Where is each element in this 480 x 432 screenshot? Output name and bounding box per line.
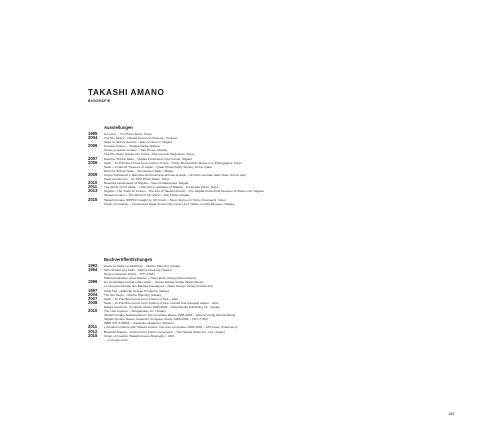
publications-section bbox=[88, 257, 408, 342]
page-title: TAKASHI AMANO bbox=[88, 88, 165, 97]
publication-line: ISBN 978-3-95505 – Aquapollo Magazine (Taiwan) bbox=[104, 321, 174, 326]
publication-line: De wonderlijke wereld onder water – Natuur Eisasa Verlag (Niederlande) bbox=[104, 280, 204, 285]
exhibition-line: Origin of Creation – Yamkomura Saga Community Center and Yahiko-no-Oka Museum, Niigata bbox=[104, 201, 235, 206]
publication-entry bbox=[88, 309, 408, 325]
publication-line: The Last Amazon – Shogakukan Inc. (Japan) bbox=[104, 309, 166, 314]
exhibition-entry bbox=[88, 161, 408, 173]
publications-heading: Buchveröffentlichungen bbox=[104, 257, 153, 262]
exhibition-line: Sado – To Primitive Forest Form bottom of Sea – Tokyo Metropolitan Museum of Photography, Tokyo bbox=[104, 160, 242, 165]
exhibition-line: The Rio Negro Nature into Plaza – Myouryouds Saigouhan, Tokyo bbox=[104, 152, 195, 157]
exhibition-line: Sado Gesshouyo – Ito Tohri Photo Salon, Tokyo bbox=[104, 177, 170, 182]
exhibition-lines bbox=[104, 189, 408, 197]
publication-line: Glass no Naka no Daishizen – Marine Planning (Japan) bbox=[104, 264, 181, 268]
publication-year: 2012 bbox=[88, 328, 98, 334]
exhibition-year: 2006 bbox=[88, 159, 98, 165]
exhibition-lines bbox=[104, 198, 408, 206]
exhibition-line: Niigata – The Track for Future – The Eye of Takashi Amano – The Niigata Prefectural Museum of Modern Art, Niigata bbox=[104, 189, 264, 194]
publication-line: Sado – To Primitive Forest Form bottom of Sea – ADA bbox=[104, 296, 179, 301]
section-label: BIOGRAFIE bbox=[88, 99, 111, 103]
exhibitions-list bbox=[88, 132, 408, 206]
publication-line: Aqua 5pa – Editorial George Hondechu (Italien) bbox=[104, 288, 170, 293]
exhibition-line: Umi-Oyo – TJJ Photo Salon, Tokyo bbox=[104, 132, 153, 136]
publication-lines bbox=[104, 301, 408, 309]
exhibitions-heading: Ausstellungen bbox=[104, 125, 133, 130]
publication-year: 1994 bbox=[88, 267, 98, 273]
exhibition-lines bbox=[104, 173, 408, 181]
exhibition-lines bbox=[104, 136, 408, 144]
exhibition-line: Sunsi no Garten Amano – Tobi House, Niigata bbox=[104, 148, 168, 153]
publication-year: 1997 bbox=[88, 287, 98, 293]
publication-lines bbox=[104, 280, 408, 288]
publications-list bbox=[88, 264, 408, 342]
publication-line: Nature Aquarium: Complete Works 1985-2009 – Sakai Media Publishing Inc. (Japan) bbox=[104, 304, 221, 309]
exhibition-line: Takashi Amano NIPPON caught by KO brush – Tokyo Skytree in Tokyo Solamachi, Tokyo bbox=[104, 197, 226, 202]
publication-line: Le Nouveau Monde des Plantes Aquatiques – Natur Design Verlag (Frankreich) bbox=[104, 284, 213, 289]
publication-lines bbox=[104, 334, 408, 342]
publication-line: Takashi Amano Nature Aquarium Complete Works 1985-2009 – TFH. (USA) bbox=[104, 317, 208, 322]
publication-line: L'Aquarium Naturel par Takashi Amano: Oeuvres Complètes 1985-2009 – LB France (Frankreich) bbox=[104, 325, 238, 330]
page-number: 169 bbox=[448, 412, 455, 416]
exhibition-line: Sasu no Shinrai Amano – Ikiko Art Forum, Niigata bbox=[104, 140, 172, 145]
publication-line: Beautiful Niigata – A Record for Future Generation – The Niigata Nippo Co., Ltd. (Japan) bbox=[104, 329, 226, 334]
exhibition-line: The World of KO Vision – Unknown Landscape of Niigata – Prefecture Plaza, Tokyo bbox=[104, 185, 219, 190]
publication-entry bbox=[88, 301, 408, 309]
publication-line: Takashi Amano Naturaquarium: Die komplette Werke 1985-2009 – Dienna Verlag (Deutschland) bbox=[104, 313, 236, 318]
publication-entry bbox=[88, 334, 408, 342]
publication-line: Nature aquarium World – TFH (USA) bbox=[104, 272, 155, 277]
publication-year: 1992 bbox=[88, 263, 98, 268]
exhibition-year: 2006 bbox=[88, 143, 98, 149]
publication-line: Origin of Creation Takashi Amano Biography – ADA bbox=[104, 333, 175, 338]
publication-line: Pflanzenparadies unter Wasser – Natur Buch Verlag (Deutschland) bbox=[104, 276, 196, 281]
exhibition-year: 2004 bbox=[88, 135, 98, 141]
exhibition-lines bbox=[104, 144, 408, 156]
exhibition-year: 1995 bbox=[88, 131, 98, 136]
publication-year: 2007 bbox=[88, 295, 98, 301]
exhibition-line: Takashi Amano – The World of KO Vision – Niki Plaza, Niigata bbox=[104, 193, 190, 198]
publication-year: 2008 bbox=[88, 299, 98, 305]
exhibition-entry bbox=[88, 136, 408, 144]
publication-line: ... und viele mehr bbox=[104, 337, 128, 342]
publication-year: 2010 bbox=[88, 308, 98, 314]
exhibition-year: 2009 bbox=[88, 171, 98, 177]
publication-year: 2004 bbox=[88, 291, 98, 297]
exhibition-line: Daimine Shinrai Sado – Niigata Prefectural Civic Center, Niigata bbox=[104, 156, 192, 161]
publication-line: Sado – To Primitive Forest Form bottom of Sea, revised and enlarged edition – ADA bbox=[104, 300, 219, 305]
publication-lines bbox=[104, 268, 408, 280]
publication-line: Mizu Shiden eno Kaiki – Marine Planning (Japan) bbox=[104, 268, 172, 273]
exhibition-line: Sado + A Natural Treasure of Japan – Qatar Photography Society, Doha, Qatar bbox=[104, 164, 213, 169]
publication-entry bbox=[88, 268, 408, 280]
exhibition-year: 2007 bbox=[88, 155, 98, 161]
exhibition-lines bbox=[104, 161, 408, 173]
publication-lines bbox=[104, 309, 408, 325]
exhibitions-section bbox=[88, 125, 408, 206]
exhibition-year: 2010 bbox=[88, 180, 98, 186]
exhibition-line: The Rio Negro – Niigata Forest Art Museum, Toyama bbox=[104, 136, 177, 141]
exhibition-year: 2013 bbox=[88, 188, 98, 194]
exhibition-entry bbox=[88, 173, 408, 181]
exhibition-line: Daimine Shinrai Sado – Simulament Sado, Niigata bbox=[104, 168, 174, 173]
publication-year: 2015 bbox=[88, 332, 98, 338]
exhibition-line: Beautiful Landscapes of Niigata – View Fusakinagata, Niigata bbox=[104, 181, 189, 186]
publication-entry bbox=[88, 280, 408, 288]
publication-year: 1996 bbox=[88, 279, 98, 285]
exhibition-year: 2011 bbox=[88, 184, 98, 190]
exhibition-line: Acqua Spettacolo e Raccolta dell'Amazonia all'Isola di Sado – Archivio Centrale dello Stato, Roma, Italy bbox=[104, 172, 246, 177]
publication-line: The Rio Negro – Marine Planning (Japan) bbox=[104, 292, 162, 297]
exhibition-entry bbox=[88, 144, 408, 156]
exhibition-entry bbox=[88, 198, 408, 206]
exhibition-entry bbox=[88, 189, 408, 197]
exhibition-line: Kusatsu Amano – Niigata Daiwa, Niigata bbox=[104, 144, 160, 149]
exhibition-year: 2015 bbox=[88, 196, 98, 202]
publication-year: 2011 bbox=[88, 324, 98, 330]
